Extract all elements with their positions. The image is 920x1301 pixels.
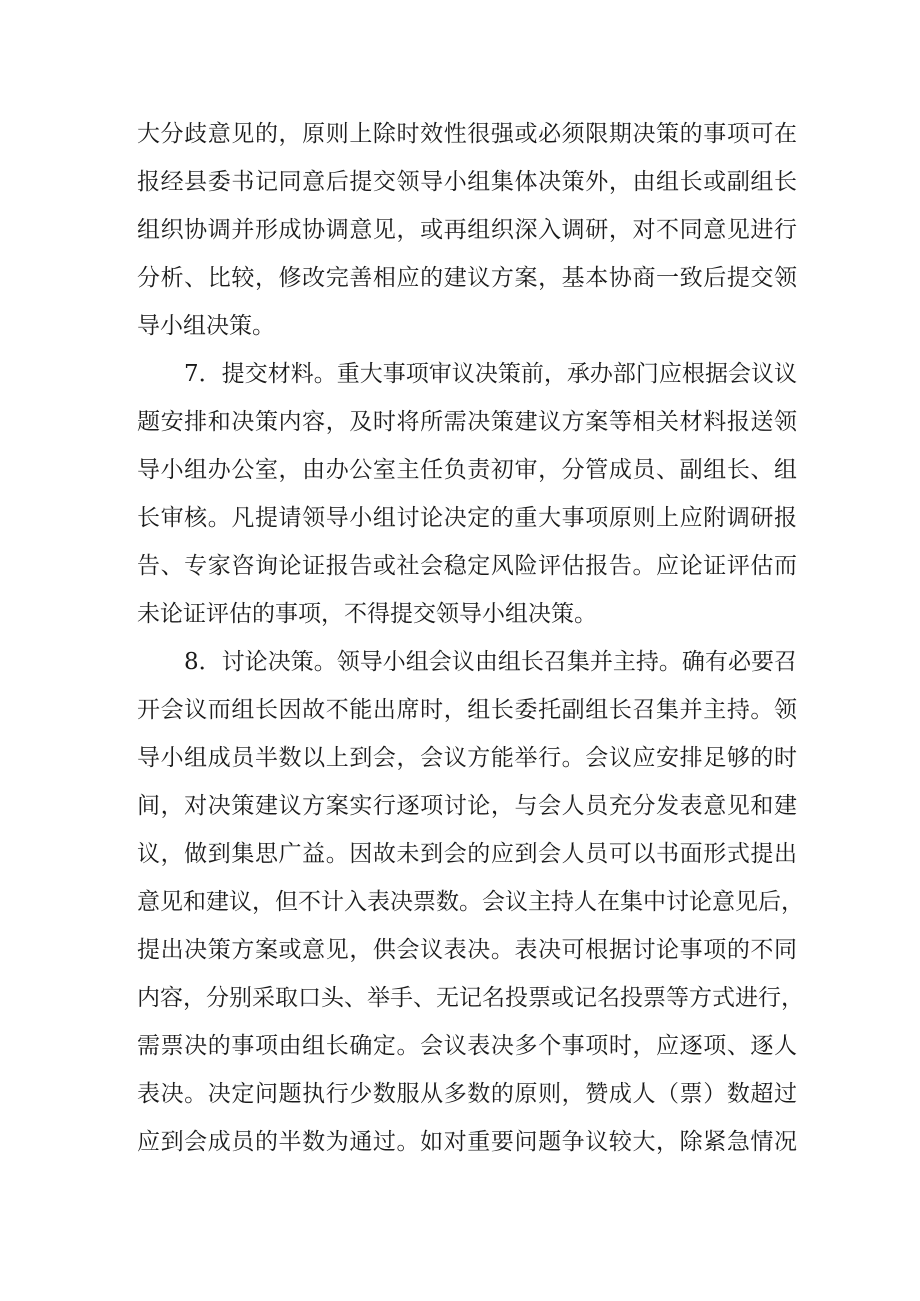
text-line: 议，做到集思广益。因故未到会的应到会人员可以书面形式提出 (137, 841, 797, 867)
text-line: 报经县委书记同意后提交领导小组集体决策外，由组长或副组长 (137, 169, 797, 195)
text-line: 告、专家咨询论证报告或社会稳定风险评估报告。应论证评估而 (137, 553, 797, 579)
text-line: 内容，分别采取口头、举手、无记名投票或记名投票等方式进行， (137, 985, 804, 1011)
text-line: 间，对决策建议方案实行逐项讨论，与会人员充分发表意见和建 (137, 793, 797, 819)
text-line: 未论证评估的事项，不得提交领导小组决策。 (137, 601, 597, 627)
text-line: 导小组决策。 (137, 313, 275, 339)
text-line: 组织协调并形成协调意见，或再组织深入调研，对不同意见进行 (137, 217, 797, 243)
text-line: 题安排和决策内容，及时将所需决策建议方案等相关材料报送领 (137, 409, 797, 435)
text-line: 长审核。凡提请领导小组讨论决定的重大事项原则上应附调研报 (137, 505, 797, 531)
text-line: 提出决策方案或意见，供会议表决。表决可根据讨论事项的不同 (137, 937, 797, 963)
text-line: 导小组成员半数以上到会，会议方能举行。会议应安排足够的时 (137, 745, 797, 771)
text-line: 大分歧意见的，原则上除时效性很强或必须限期决策的事项可在 (137, 121, 797, 147)
text-line: 8．讨论决策。领导小组会议由组长召集并主持。确有必要召 (184, 649, 797, 675)
text-line: 导小组办公室，由办公室主任负责初审，分管成员、副组长、组 (137, 457, 797, 483)
text-line: 开会议而组长因故不能出席时，组长委托副组长召集并主持。领 (137, 697, 797, 723)
text-line: 需票决的事项由组长确定。会议表决多个事项时，应逐项、逐人 (137, 1033, 797, 1059)
text-line: 表决。决定问题执行少数服从多数的原则，赞成人（票）数超过 (137, 1081, 797, 1107)
text-line: 分析、比较，修改完善相应的建议方案，基本协商一致后提交领 (137, 265, 797, 291)
text-line: 7．提交材料。重大事项审议决策前，承办部门应根据会议议 (184, 361, 797, 387)
text-line: 意见和建议，但不计入表决票数。会议主持人在集中讨论意见后， (137, 889, 804, 915)
text-line: 应到会成员的半数为通过。如对重要问题争议较大，除紧急情况 (137, 1129, 797, 1155)
